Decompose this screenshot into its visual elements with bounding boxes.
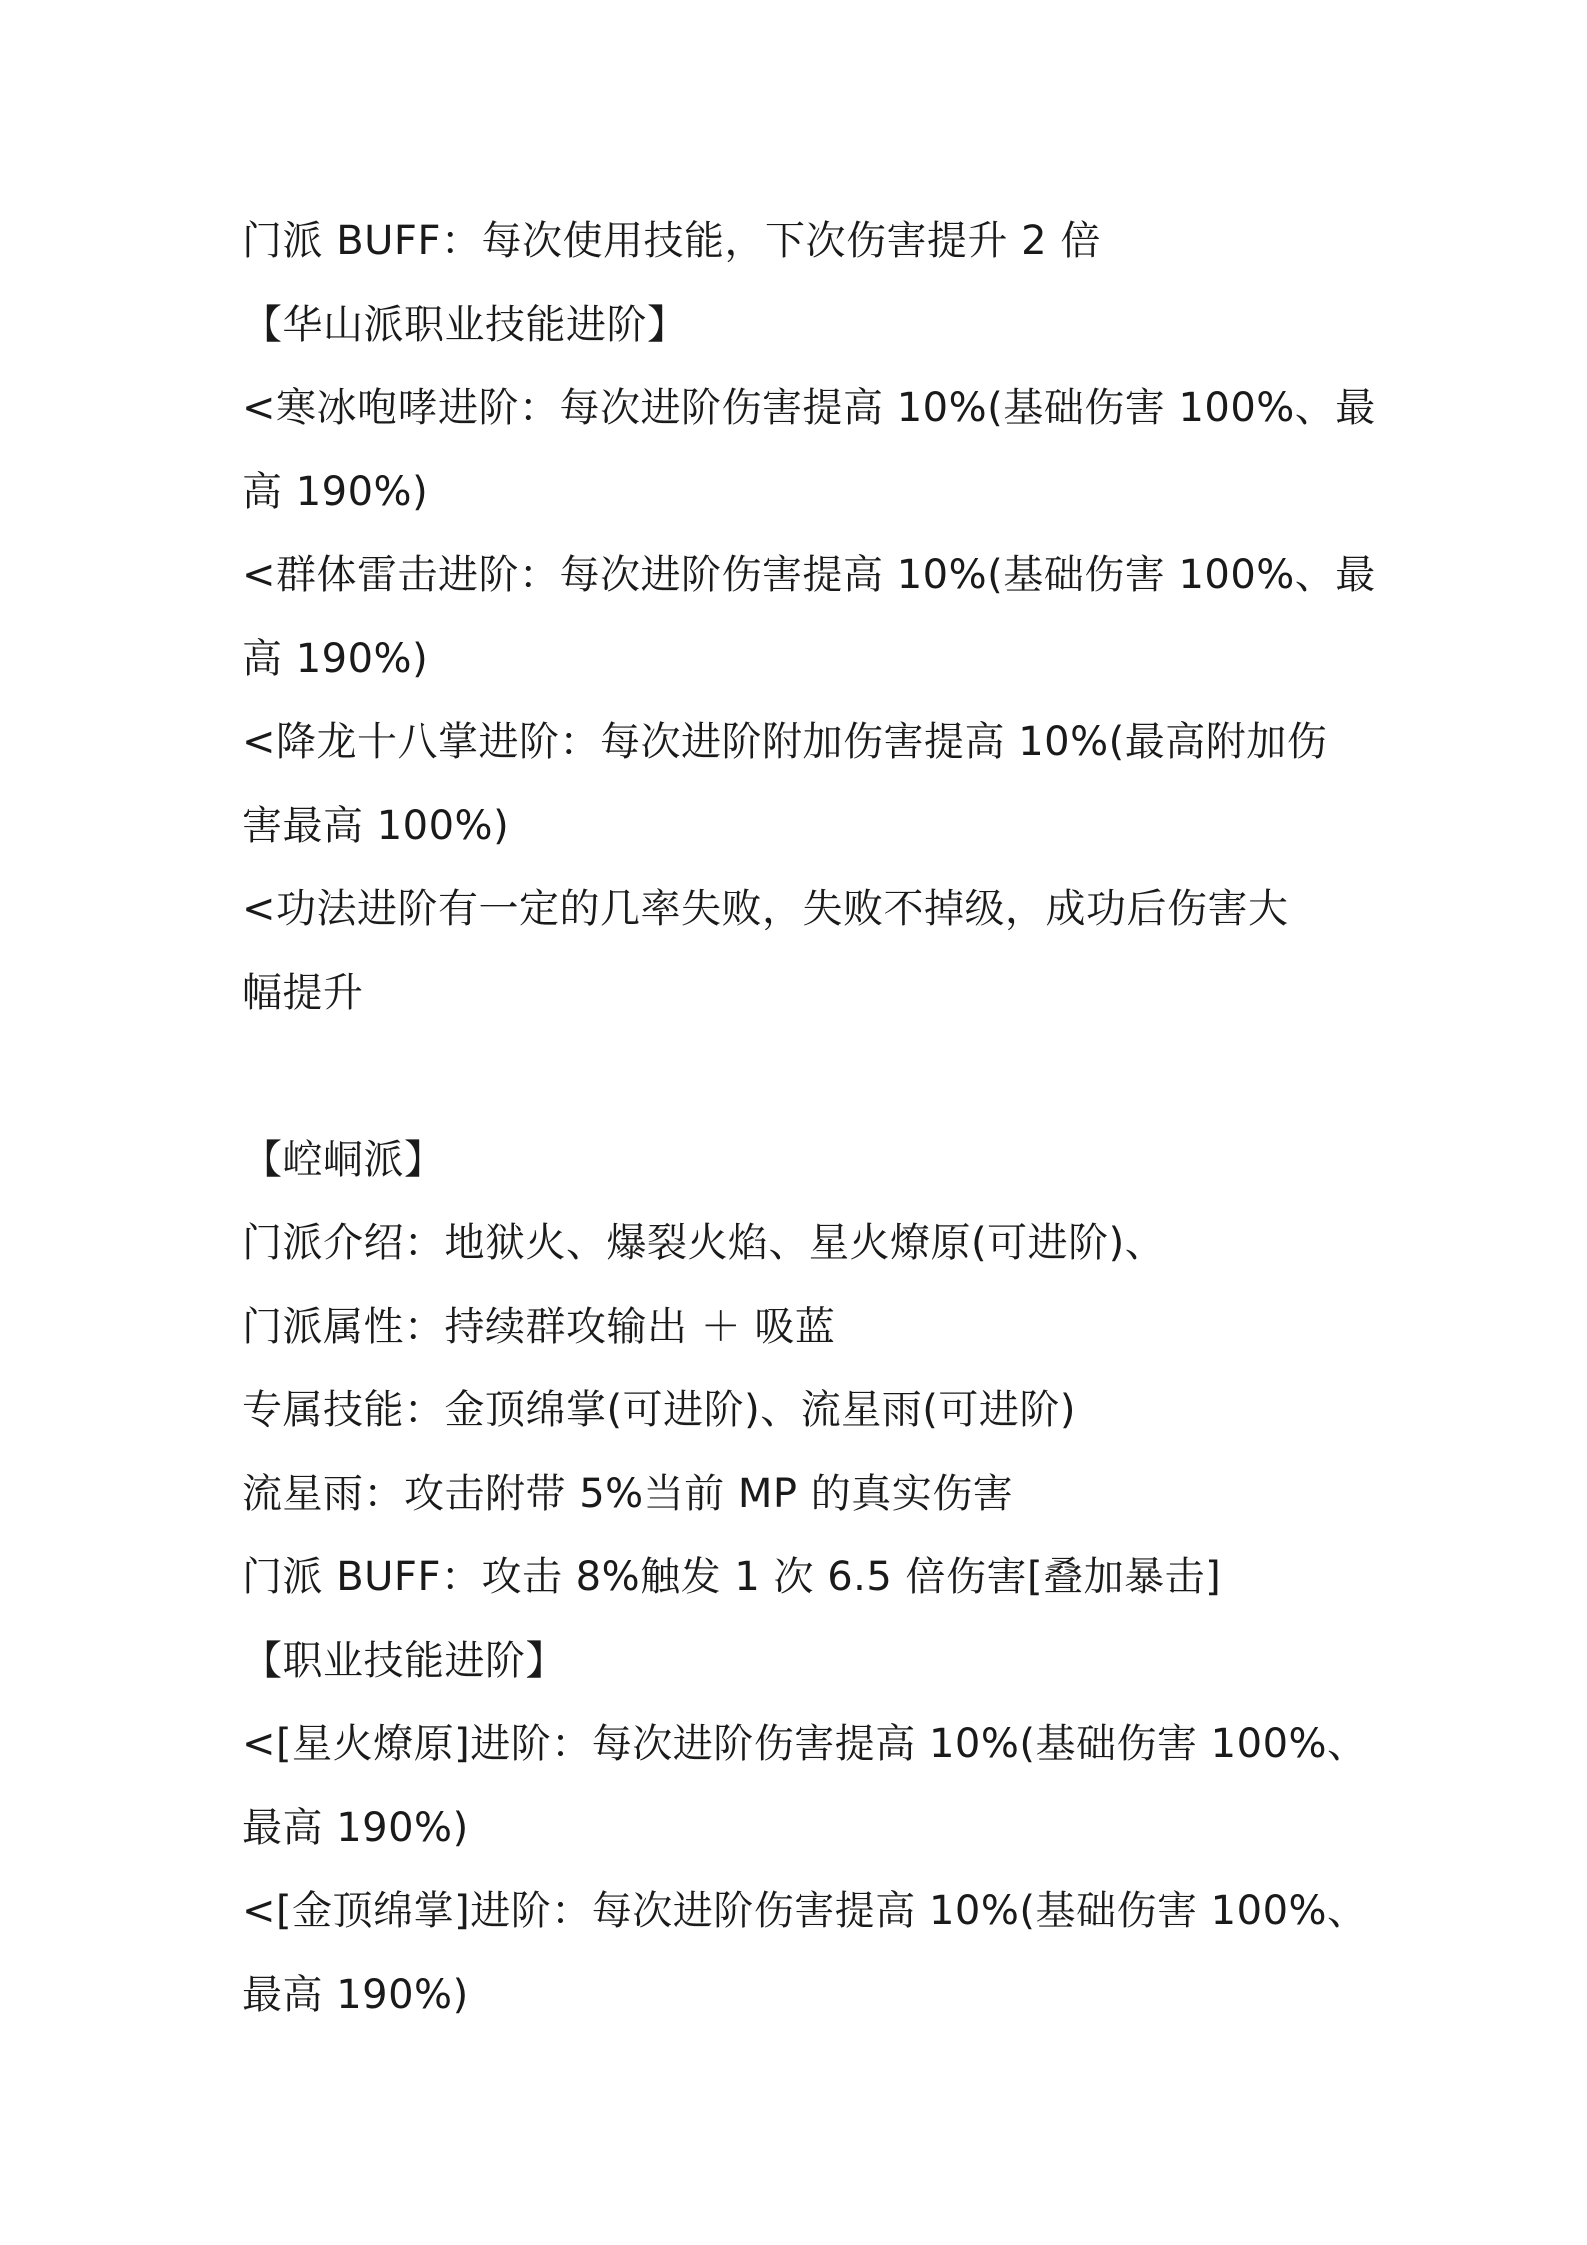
kongtong-item-1-line-2: 最高 190%) (242, 1804, 469, 1851)
huashan-item-4-line-2: 幅提升 (242, 969, 364, 1016)
kongtong-item-1-line-1: <[星火燎原]进阶：每次进阶伤害提高 10%(基础伤害 100%、 (242, 1721, 1368, 1767)
kongtong-attribute-line: 门派属性：持续群攻输出 ＋ 吸蓝 (242, 1303, 836, 1350)
huashan-advance-heading: 【华山派职业技能进阶】 (242, 301, 688, 348)
kongtong-item-2-line-2: 最高 190%) (242, 1971, 469, 2018)
kongtong-intro-line: 门派介绍：地狱火、爆裂火焰、星火燎原(可进阶)、 (242, 1220, 1166, 1266)
kongtong-exclusive-skill-line: 专属技能：金顶绵掌(可进阶)、流星雨(可进阶) (242, 1387, 1076, 1433)
kongtong-heading: 【崆峒派】 (242, 1136, 445, 1183)
huashan-item-4-line-1: <功法进阶有一定的几率失败，失败不掉级，成功后伤害大 (242, 886, 1289, 932)
huashan-item-2-line-2: 高 190%) (242, 635, 429, 682)
huashan-item-1-line-2: 高 190%) (242, 468, 429, 515)
kongtong-advance-heading: 【职业技能进阶】 (242, 1637, 566, 1684)
huashan-item-3-line-2: 害最高 100%) (242, 802, 510, 849)
huashan-item-1-line-1: <寒冰咆哮进阶：每次进阶伤害提高 10%(基础伤害 100%、最 (242, 385, 1376, 431)
kongtong-buff-line: 门派 BUFF：攻击 8%触发 1 次 6.5 倍伤害[叠加暴击] (242, 1554, 1222, 1600)
document-body (242, 200, 1376, 2037)
kongtong-item-2-line-1: <[金顶绵掌]进阶：每次进阶伤害提高 10%(基础伤害 100%、 (242, 1888, 1368, 1934)
kongtong-meteor-line: 流星雨：攻击附带 5%当前 MP 的真实伤害 (242, 1470, 1014, 1517)
huashan-item-2-line-1: <群体雷击进阶：每次进阶伤害提高 10%(基础伤害 100%、最 (242, 552, 1376, 598)
paragraph-spacer (242, 1035, 1362, 1119)
huashan-item-3-line-1: <降龙十八掌进阶：每次进阶附加伤害提高 10%(最高附加伤 (242, 719, 1328, 765)
huashan-buff-line: 门派 BUFF：每次使用技能，下次伤害提升 2 倍 (242, 218, 1101, 264)
